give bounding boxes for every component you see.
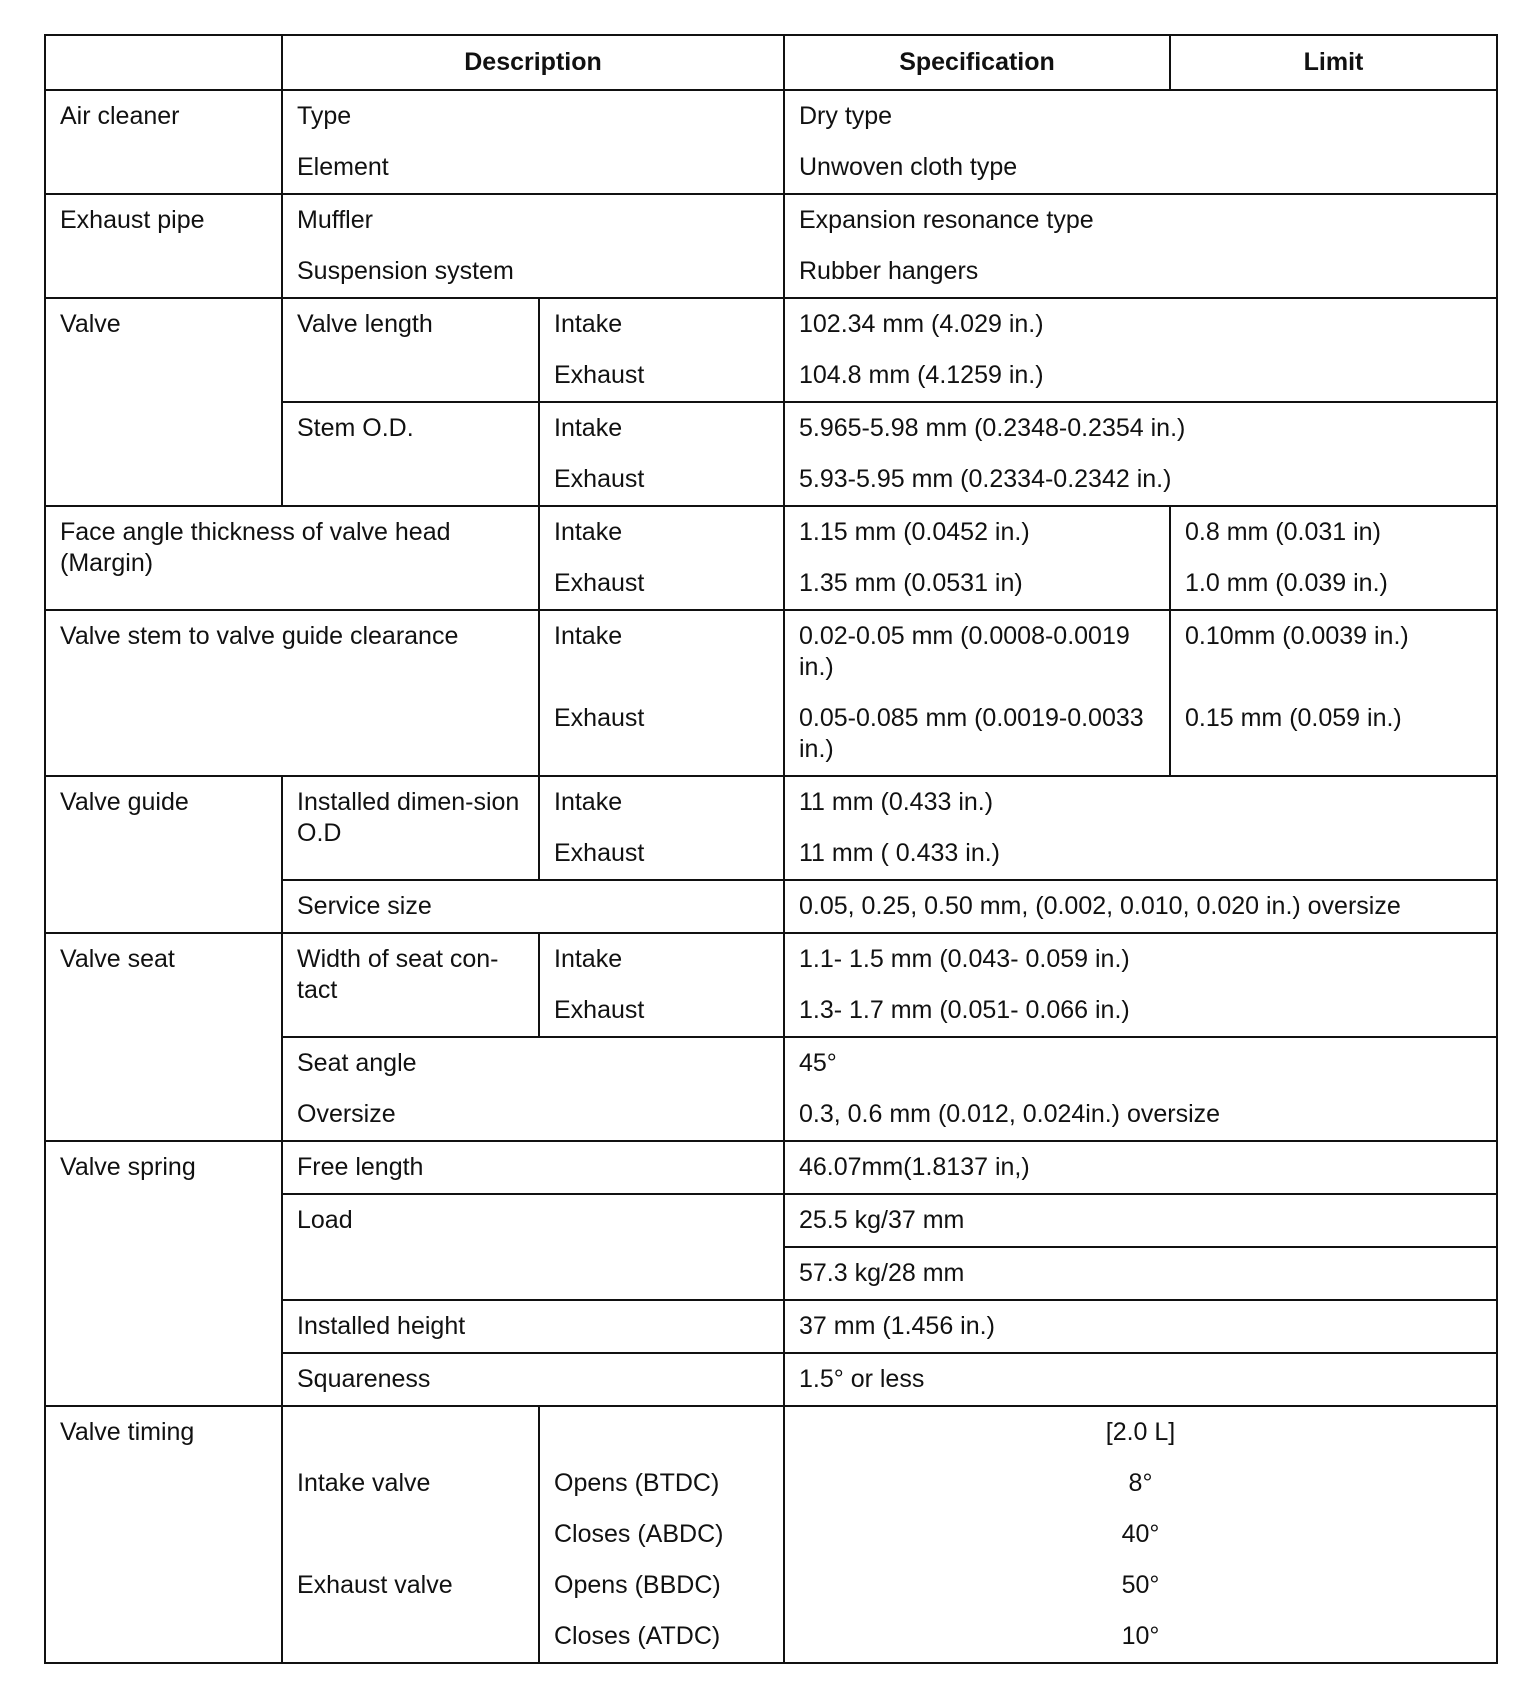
air-cleaner-element-value: Unwoven cloth type <box>784 142 1497 194</box>
guide-intake-value: 11 mm (0.433 in.) <box>784 776 1497 828</box>
muffler-value: Expansion resonance type <box>784 194 1497 246</box>
table-row <box>45 506 1497 558</box>
header-specification: Specification <box>784 35 1170 90</box>
clearance-exhaust-value: 0.05-0.085 mm (0.0019-0.0033 in.) <box>784 693 1170 776</box>
header-limit: Limit <box>1170 35 1497 90</box>
seat-intake-label: Intake <box>539 933 784 985</box>
header-description: Description <box>282 35 784 90</box>
header-row <box>45 35 1497 90</box>
service-size-value: 0.05, 0.25, 0.50 mm, (0.002, 0.010, 0.020 in.) oversize <box>784 880 1497 933</box>
valve-length-label: Valve length <box>282 298 539 402</box>
load-label: Load <box>282 1194 784 1300</box>
intake-opens-value: 8° <box>784 1458 1497 1509</box>
face-angle-exhaust-limit: 1.0 mm (0.039 in.) <box>1170 558 1497 610</box>
stem-exhaust-value: 5.93-5.95 mm (0.2334-0.2342 in.) <box>784 454 1497 506</box>
clearance-intake-value: 0.02-0.05 mm (0.0008-0.0019 in.) <box>784 610 1170 693</box>
air-cleaner-type-value: Dry type <box>784 90 1497 142</box>
air-cleaner-element-label: Element <box>282 142 784 194</box>
clearance-intake-label: Intake <box>539 610 784 693</box>
timing-blank <box>282 1611 539 1663</box>
squareness-value: 1.5° or less <box>784 1353 1497 1406</box>
clearance-exhaust-label: Exhaust <box>539 693 784 776</box>
exhaust-pipe-label: Exhaust pipe <box>45 194 282 298</box>
suspension-value: Rubber hangers <box>784 246 1497 298</box>
intake-closes-value: 40° <box>784 1509 1497 1560</box>
clearance-exhaust-limit: 0.15 mm (0.059 in.) <box>1170 693 1497 776</box>
guide-exhaust-value: 11 mm ( 0.433 in.) <box>784 828 1497 880</box>
free-length-label: Free length <box>282 1141 784 1194</box>
seat-width-label: Width of seat con-tact <box>282 933 539 1037</box>
seat-oversize-value: 0.3, 0.6 mm (0.012, 0.024in.) oversize <box>784 1089 1497 1141</box>
seat-intake-value: 1.1- 1.5 mm (0.043- 0.059 in.) <box>784 933 1497 985</box>
header-blank <box>45 35 282 90</box>
table-row <box>45 610 1497 693</box>
valve-length-exhaust-label: Exhaust <box>539 350 784 402</box>
air-cleaner-type-label: Type <box>282 90 784 142</box>
valve-timing-label: Valve timing <box>45 1406 282 1663</box>
seat-oversize-label: Oversize <box>282 1089 784 1141</box>
load-value-2: 57.3 kg/28 mm <box>784 1247 1497 1300</box>
seat-angle-label: Seat angle <box>282 1037 784 1089</box>
guide-exhaust-label: Exhaust <box>539 828 784 880</box>
air-cleaner-label: Air cleaner <box>45 90 282 194</box>
stem-exhaust-label: Exhaust <box>539 454 784 506</box>
stem-clearance-label: Valve stem to valve guide clearance <box>45 610 539 776</box>
table-row <box>45 194 1497 246</box>
table-row <box>45 298 1497 350</box>
valve-seat-label: Valve seat <box>45 933 282 1141</box>
stem-od-label: Stem O.D. <box>282 402 539 506</box>
seat-exhaust-label: Exhaust <box>539 985 784 1037</box>
clearance-intake-limit: 0.10mm (0.0039 in.) <box>1170 610 1497 693</box>
installed-height-value: 37 mm (1.456 in.) <box>784 1300 1497 1353</box>
timing-blank <box>282 1406 539 1458</box>
valve-length-exhaust-value: 104.8 mm (4.1259 in.) <box>784 350 1497 402</box>
muffler-label: Muffler <box>282 194 784 246</box>
exhaust-closes-label: Closes (ATDC) <box>539 1611 784 1663</box>
valve-length-intake-value: 102.34 mm (4.029 in.) <box>784 298 1497 350</box>
timing-blank <box>282 1509 539 1560</box>
table-row <box>45 90 1497 142</box>
exhaust-opens-label: Opens (BBDC) <box>539 1560 784 1611</box>
load-value-1: 25.5 kg/37 mm <box>784 1194 1497 1247</box>
service-size-label: Service size <box>282 880 784 933</box>
intake-closes-label: Closes (ABDC) <box>539 1509 784 1560</box>
valve-label: Valve <box>45 298 282 506</box>
stem-intake-value: 5.965-5.98 mm (0.2348-0.2354 in.) <box>784 402 1497 454</box>
installed-dimension-label: Installed dimen-sion O.D <box>282 776 539 880</box>
squareness-label: Squareness <box>282 1353 784 1406</box>
face-angle-label: Face angle thickness of valve head (Margin) <box>45 506 539 610</box>
table-row <box>45 1406 1497 1458</box>
face-angle-intake-limit: 0.8 mm (0.031 in) <box>1170 506 1497 558</box>
suspension-label: Suspension system <box>282 246 784 298</box>
exhaust-closes-value: 10° <box>784 1611 1497 1663</box>
timing-blank <box>539 1406 784 1458</box>
intake-opens-label: Opens (BTDC) <box>539 1458 784 1509</box>
installed-height-label: Installed height <box>282 1300 784 1353</box>
exhaust-opens-value: 50° <box>784 1560 1497 1611</box>
guide-intake-label: Intake <box>539 776 784 828</box>
table-row <box>45 776 1497 828</box>
seat-angle-value: 45° <box>784 1037 1497 1089</box>
seat-exhaust-value: 1.3- 1.7 mm (0.051- 0.066 in.) <box>784 985 1497 1037</box>
face-angle-exhaust-value: 1.35 mm (0.0531 in) <box>784 558 1170 610</box>
face-angle-intake-label: Intake <box>539 506 784 558</box>
table-row <box>45 933 1497 985</box>
engine-label: [2.0 L] <box>784 1406 1497 1458</box>
stem-intake-label: Intake <box>539 402 784 454</box>
valve-guide-label: Valve guide <box>45 776 282 933</box>
face-angle-exhaust-label: Exhaust <box>539 558 784 610</box>
specification-table <box>44 34 1498 1664</box>
exhaust-valve-label: Exhaust valve <box>282 1560 539 1611</box>
free-length-value: 46.07mm(1.8137 in,) <box>784 1141 1497 1194</box>
intake-valve-label: Intake valve <box>282 1458 539 1509</box>
valve-spring-label: Valve spring <box>45 1141 282 1406</box>
table-row <box>45 1141 1497 1194</box>
face-angle-intake-value: 1.15 mm (0.0452 in.) <box>784 506 1170 558</box>
valve-length-intake-label: Intake <box>539 298 784 350</box>
